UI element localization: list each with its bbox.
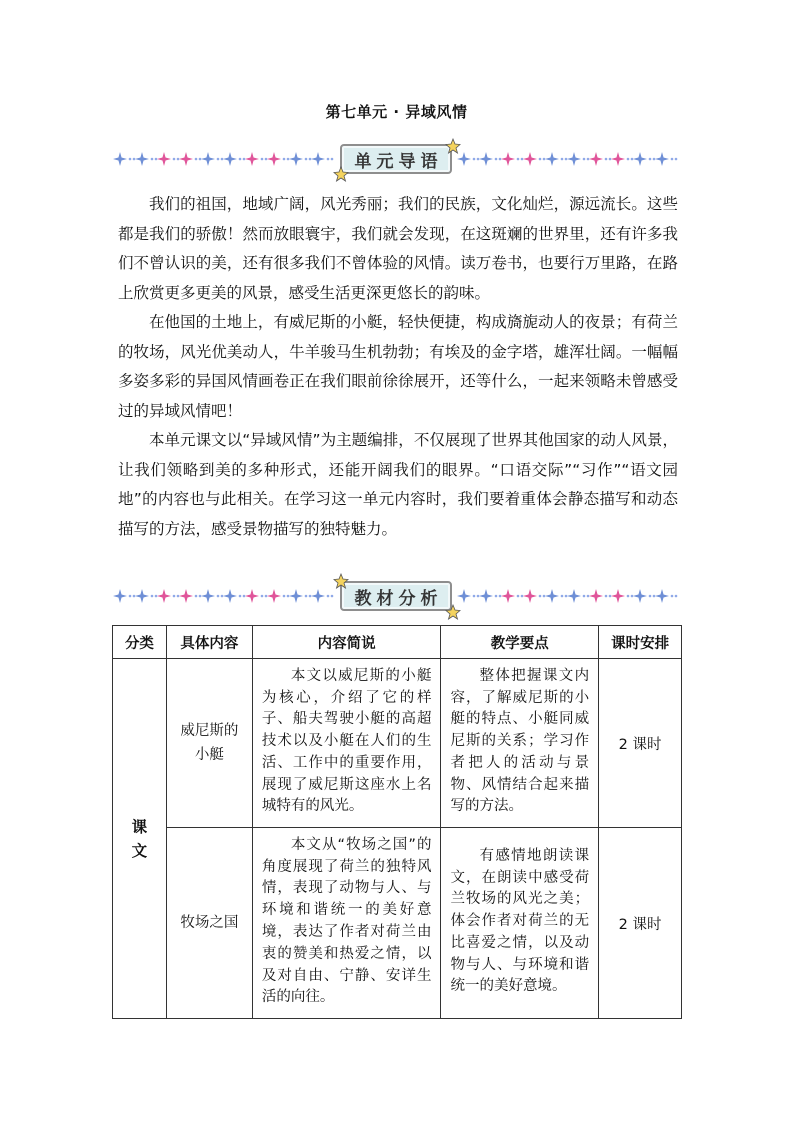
key-points-cell: 有感情地朗读课文，在朗读中感受荷兰牧场的风光之美；体会作者对荷兰的无比喜爱之情，以及动物与人、与环境和谐统一的美好意境。 xyxy=(441,828,599,1019)
sparkle-star-icon xyxy=(311,589,325,603)
sparkle-dot xyxy=(177,158,180,161)
sparkle-dot xyxy=(473,595,476,598)
sparkle-dot xyxy=(605,595,608,598)
sparkle-dot xyxy=(649,595,652,598)
sparkle-dot xyxy=(129,158,132,161)
sparkle-dot xyxy=(177,595,180,598)
sparkle-dot xyxy=(517,158,520,161)
sparkle-dot xyxy=(151,595,154,598)
sparkle-star-icon xyxy=(545,152,559,166)
sparkle-star-icon xyxy=(113,152,127,166)
sparkle-star-icon xyxy=(633,152,647,166)
intro-paragraph: 在他国的土地上，有威尼斯的小艇，轻快便捷，构成旖旎动人的夜景；有荷兰的牧场，风光优美动人，牛羊骏马生机勃勃；有埃及的金字塔，雄浑壮阔。一幅幅多姿多彩的异国风情画卷正在我们眼前徐徐展开，还等什么，一起来领略未曾感受过的异域风情吧！ xyxy=(118,313,678,420)
sparkle-dot xyxy=(199,595,202,598)
lesson-title-cell: 牧场之国 xyxy=(166,828,252,1019)
category-cell xyxy=(113,659,167,1019)
sparkle-dot xyxy=(517,595,520,598)
sparkle-dot xyxy=(675,158,678,161)
hours-cell: 2 课时 xyxy=(599,828,682,1019)
sparkle-dot xyxy=(283,158,286,161)
sparkle-star-icon xyxy=(245,589,259,603)
sparkle-star-icon xyxy=(501,589,515,603)
sparkle-star-icon xyxy=(523,152,537,166)
sparkle-dot xyxy=(627,158,630,161)
sparkle-dot xyxy=(155,595,158,598)
sparkle-dot xyxy=(133,595,136,598)
sparkle-dot xyxy=(543,595,546,598)
summary-cell: 本文从“牧场之国”的角度展现了荷兰的独特风情，表现了动物与人、与环境和谐统一的美好意境，表达了作者对荷兰由衷的赞美和热爱之情，以及对自由、宁静、安详生活的向往。 xyxy=(252,828,441,1019)
sparkle-dot xyxy=(565,595,568,598)
sparkle-dot xyxy=(221,158,224,161)
sparkle-dot xyxy=(243,158,246,161)
sparkle-dot xyxy=(265,595,268,598)
sparkle-dot xyxy=(217,158,220,161)
sparkle-star-icon xyxy=(655,589,669,603)
sparkle-dot xyxy=(195,595,198,598)
sparkle-star-icon xyxy=(157,152,171,166)
section-divider-analysis xyxy=(112,577,682,617)
sparkle-star-icon xyxy=(479,152,493,166)
sparkle-dot xyxy=(587,595,590,598)
sparkle-star-icon xyxy=(201,152,215,166)
sparkle-dot xyxy=(309,158,312,161)
sparkle-dot xyxy=(565,158,568,161)
column-header: 分类 xyxy=(113,626,167,659)
sparkle-star-icon xyxy=(523,589,537,603)
column-header: 内容简说 xyxy=(252,626,441,659)
sparkle-dot xyxy=(199,158,202,161)
sparkle-dot xyxy=(583,158,586,161)
sparkle-dot xyxy=(631,595,634,598)
sparkle-dot xyxy=(477,595,480,598)
sparkle-dot xyxy=(543,158,546,161)
sparkle-dot xyxy=(243,595,246,598)
sparkle-star-icon xyxy=(611,589,625,603)
sparkle-dot xyxy=(499,595,502,598)
unit-introduction xyxy=(118,190,678,544)
sparkle-dot xyxy=(671,595,674,598)
sparkle-star-icon xyxy=(457,589,471,603)
sparkle-dot xyxy=(261,158,264,161)
intro-paragraph: 本单元课文以“异域风情”为主题编排，不仅展现了世界其他国家的动人风景，让我们领略到美的多种形式，还能开阔我们的眼界。“口语交际”“习作”“语文园地”的内容也与此相关。在学习这一单元内容时，我们要着重体会静态描写和动态描写的方法，感受景物描写的独特魅力。 xyxy=(118,431,678,538)
sparkle-dot xyxy=(561,595,564,598)
table-header-row xyxy=(113,626,682,659)
sparkle-dot xyxy=(173,595,176,598)
sparkle-dot xyxy=(671,158,674,161)
sparkle-dot xyxy=(173,158,176,161)
sparkle-dot xyxy=(605,158,608,161)
sparkle-dot xyxy=(653,158,656,161)
section-banner-analysis: 教材分析 xyxy=(340,581,452,611)
sparkle-dot xyxy=(539,595,542,598)
sparkle-dot xyxy=(499,158,502,161)
sparkle-star-icon xyxy=(589,152,603,166)
column-header: 课时安排 xyxy=(599,626,682,659)
category-label: 课文 xyxy=(131,817,148,860)
sparkle-dot xyxy=(653,595,656,598)
sparkle-star-icon xyxy=(501,152,515,166)
sparkle-star-icon xyxy=(223,589,237,603)
column-header: 教学要点 xyxy=(441,626,599,659)
sparkle-star-icon xyxy=(633,589,647,603)
sparkle-dot xyxy=(327,595,330,598)
sparkle-dot xyxy=(609,158,612,161)
sparkle-star-icon xyxy=(567,589,581,603)
column-header: 具体内容 xyxy=(166,626,252,659)
sparkle-dot xyxy=(609,595,612,598)
sparkle-dot xyxy=(221,595,224,598)
sparkle-dot xyxy=(151,158,154,161)
sparkle-star-icon xyxy=(223,152,237,166)
sparkle-star-icon xyxy=(135,152,149,166)
sparkle-dot xyxy=(521,158,524,161)
corner-star-icon xyxy=(445,604,461,620)
table-row xyxy=(113,828,682,1019)
sparkle-star-icon xyxy=(655,152,669,166)
table-row xyxy=(113,659,682,828)
sparkle-dot xyxy=(495,158,498,161)
page-title: 第七单元 · 异域风情 xyxy=(325,103,468,121)
sparkle-dot xyxy=(631,158,634,161)
sparkle-star-icon xyxy=(311,152,325,166)
sparkle-dot xyxy=(539,158,542,161)
key-points-cell: 整体把握课文内容，了解威尼斯的小艇的特点、小艇同威尼斯的关系；学习作者把人的活动与景物、风情结合起来描写的方法。 xyxy=(441,659,599,828)
sparkle-dot xyxy=(217,595,220,598)
hours-cell: 2 课时 xyxy=(599,659,682,828)
sparkle-dot xyxy=(477,158,480,161)
corner-star-icon xyxy=(445,138,461,154)
summary-cell: 本文以威尼斯的小艇为核心，介绍了它的样子、船夫驾驶小艇的高超技术以及小艇在人们的生活、工作中的重要作用，展现了威尼斯这座水上名城特有的风光。 xyxy=(252,659,441,828)
sparkle-dot xyxy=(239,595,242,598)
sparkle-dot xyxy=(627,595,630,598)
sparkle-star-icon xyxy=(567,152,581,166)
sparkle-star-icon xyxy=(267,589,281,603)
sparkle-dot xyxy=(283,595,286,598)
sparkle-dot xyxy=(583,595,586,598)
sparkle-dot xyxy=(305,595,308,598)
sparkle-star-icon xyxy=(289,152,303,166)
sparkle-dot xyxy=(521,595,524,598)
sparkle-dot xyxy=(129,595,132,598)
section-divider-intro xyxy=(112,140,682,180)
sparkle-star-icon xyxy=(201,589,215,603)
sparkle-dot xyxy=(331,595,334,598)
sparkle-star-icon xyxy=(545,589,559,603)
sparkle-dot xyxy=(287,595,290,598)
sparkle-star-icon xyxy=(113,589,127,603)
sparkle-star-icon xyxy=(457,152,471,166)
sparkle-dot xyxy=(675,595,678,598)
sparkle-star-icon xyxy=(179,589,193,603)
intro-paragraph: 我们的祖国，地域广阔，风光秀丽；我们的民族，文化灿烂，源远流长。这些都是我们的骄傲！然而放眼寰宇，我们就会发现，在这斑斓的世界里，还有许多我们不曾认识的美，还有很多我们不曾体验的风情。读万卷书，也要行万里路，在路上欣赏更多更美的风景，感受生活更深更悠长的韵味。 xyxy=(118,195,678,302)
sparkle-dot xyxy=(327,158,330,161)
sparkle-star-icon xyxy=(589,589,603,603)
sparkle-dot xyxy=(261,595,264,598)
sparkle-dot xyxy=(239,158,242,161)
textbook-analysis-table xyxy=(112,625,682,1019)
sparkle-dot xyxy=(587,158,590,161)
sparkle-star-icon xyxy=(267,152,281,166)
sparkle-dot xyxy=(473,158,476,161)
sparkle-dot xyxy=(305,158,308,161)
sparkle-dot xyxy=(155,158,158,161)
sparkle-star-icon xyxy=(245,152,259,166)
sparkle-star-icon xyxy=(157,589,171,603)
sparkle-dot xyxy=(195,158,198,161)
lesson-title: 威尼斯的小艇 xyxy=(180,723,239,763)
sparkle-dot xyxy=(649,158,652,161)
sparkle-dot xyxy=(561,158,564,161)
lesson-title-cell xyxy=(166,659,252,828)
sparkle-dot xyxy=(265,158,268,161)
sparkle-star-icon xyxy=(135,589,149,603)
corner-star-icon xyxy=(333,166,349,182)
sparkle-star-icon xyxy=(179,152,193,166)
sparkle-star-icon xyxy=(611,152,625,166)
sparkle-dot xyxy=(309,595,312,598)
sparkle-dot xyxy=(495,595,498,598)
sparkle-dot xyxy=(287,158,290,161)
section-banner-intro: 单元导语 xyxy=(340,144,452,174)
sparkle-dot xyxy=(133,158,136,161)
sparkle-star-icon xyxy=(479,589,493,603)
corner-star-icon xyxy=(333,573,349,589)
sparkle-star-icon xyxy=(289,589,303,603)
sparkle-dot xyxy=(331,158,334,161)
